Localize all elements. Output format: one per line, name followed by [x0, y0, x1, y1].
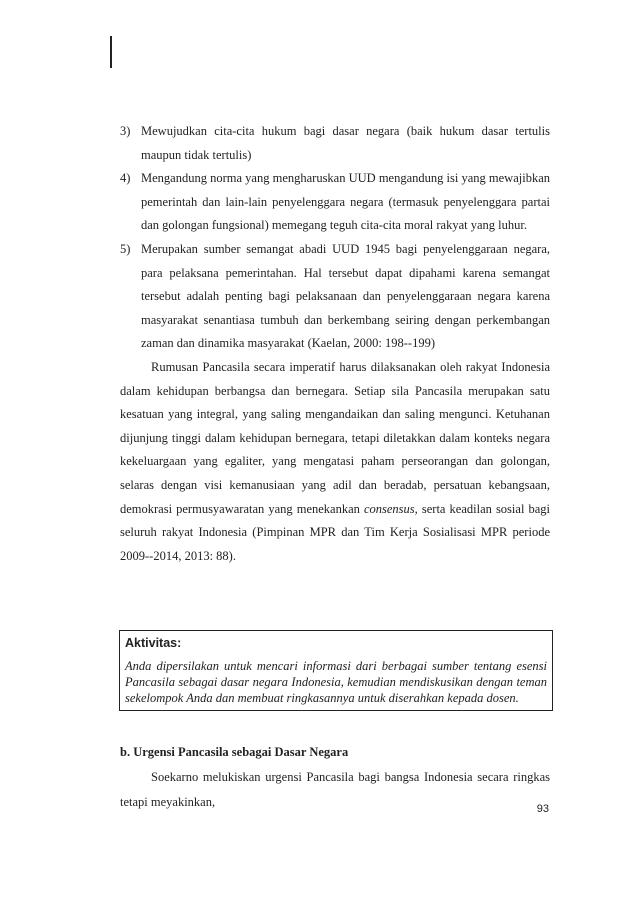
list-item [120, 167, 550, 238]
list-number: 3) [120, 124, 131, 138]
section-block [120, 740, 550, 815]
paragraph-text: Rumusan Pancasila secara imperatif harus dilaksanakan oleh rakyat Indonesia dalam kehidupan berbangsa dan bernegara. Setiap sila Pancasila merupakan satu kesatuan yang integral, yang saling mengandaikan dan saling mengunci. Ketuhanan dijunjung tinggi dalam kehidupan bernegara, tetapi diletakkan dalam konteks negara kekeluargaan yang egaliter, yang mengatasi paham perseorangan dan golongan, selaras dengan visi kemanusiaan yang adil dan beradab, persatuan kebangsaan, demokrasi permusyawaratan yang menekankan [120, 359, 550, 516]
activity-title: Aktivitas: [125, 636, 182, 650]
list-number: 4) [120, 171, 131, 186]
list-text: Merupakan sumber semangat abadi UUD 1945 bagi penyelenggaraan negara, para pelaksana pemerintahan. Hal tersebut dapat dipahami karena semangat tersebut adalah penting bagi pelaksanaan dan penyelenggaraan negara karena masyarakat senantiasa tumbuh dan berkembang seiring dengan perkembangan zaman dan dinamika masyarakat (Kaelan, 2000: 198--199) [141, 241, 550, 351]
list-text: Mengandung norma yang mengharuskan UUD mengandung isi yang mewajibkan pemerintah dan lain-lain penyelenggara negara (termasuk penyelenggara partai dan golongan fungsional) memegang teguh cita-cita moral rakyat yang luhur. [141, 171, 550, 233]
paragraph-italic-term: consensus, [363, 501, 418, 516]
section-paragraph: Soekarno melukiskan urgensi Pancasila bagi bangsa Indonesia secara ringkas tetapi meyakinkan, [120, 770, 550, 809]
paragraph-text-end: serta keadilan sosial bagi seluruh rakyat Indonesia (Pimpinan MPR dan Tim Kerja Sosialisasi MPR periode 2009--2014, 2013: 88). [120, 501, 551, 563]
activity-body: Anda dipersilakan untuk mencari informasi dari berbagai sumber tentang esensi Pancasila sebagai dasar negara Indonesia, kemudian mendiskusikan dengan teman sekelompok Anda dan membuat ringkasannya untuk diserahkan kepada dosen. [125, 659, 547, 706]
page-number: 93 [536, 803, 549, 815]
section-heading: b. Urgensi Pancasila sebagai Dasar Negara [120, 745, 349, 759]
activity-box [119, 630, 553, 711]
list-number: 5) [120, 241, 131, 256]
list-item [120, 238, 550, 356]
main-content [120, 120, 550, 568]
body-paragraph [120, 356, 550, 568]
list-item [120, 120, 550, 167]
margin-rule [110, 36, 112, 68]
list-text: Mewujudkan cita-cita hukum bagi dasar negara (baik hukum dasar tertulis maupun tidak tertulis) [141, 124, 550, 162]
